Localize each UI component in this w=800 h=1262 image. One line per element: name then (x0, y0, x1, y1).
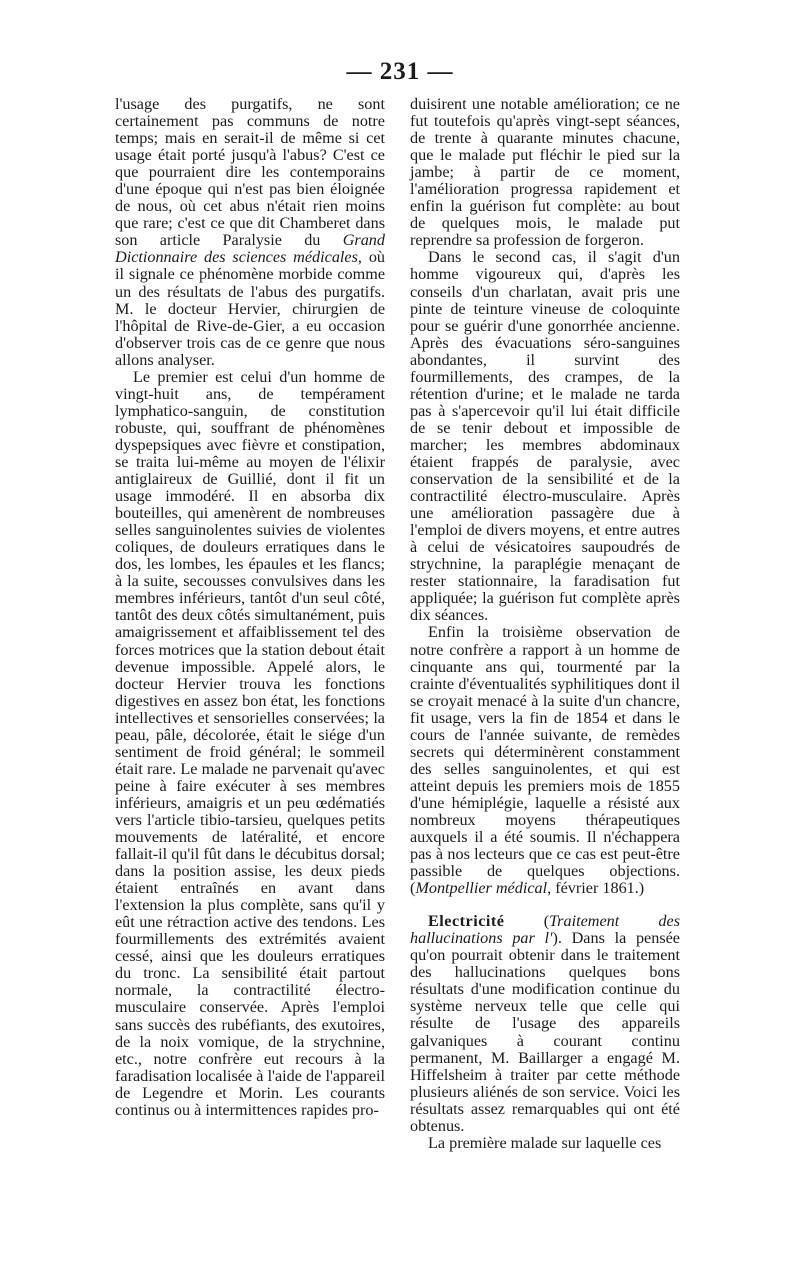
page-number: — 231 — (346, 58, 454, 85)
paragraph-first-patient: La première malade sur laquelle ces (428, 1133, 662, 1152)
paragraph-purgatifs (115, 96, 385, 369)
section-subtitle: Traitement des hallucinations par l' (410, 912, 680, 948)
paragraph-text: , février 1861.) (547, 879, 645, 898)
paragraph-third-case (410, 624, 680, 897)
paragraph-first-case-continued: duisirent une notable amélioration; ce ne fut toutefois qu'après vingt-sept séances, de trente à quarante minutes chacune, que le malade put fléchir le pied sur la jambe; à partir de ce moment, l'amélioration progressa rapidement et enfin la guérison fut complète: au bout de quelques mois, le malade put reprendre sa profession de forgeron. (410, 95, 680, 250)
dictionary-title: Grand Dictionnaire des sciences médicales (115, 231, 385, 267)
paragraph-text: , où il signale ce phénomène morbide comme un des résultats de l'abus des purgatifs. M. le docteur Hervier, chirurgien de l'hôpital de Rive-de-Gier, a eu occasion d'observer trois cas de ce genre que nous allons analyser. (115, 248, 386, 369)
section-title: Electricité (428, 912, 505, 931)
paragraph-text: Enfin la troisième observation de notre confrère a rapport à un homme de cinquante ans qui, tourmenté par la crainte d'éventualités syphilitiques dont il se croyait menacé à la suite d'un chancre, fit usage, vers la fin de 1854 et dans le cours de l'année suivante, de remèdes secrets qui déterminèrent constamment des selles sanguinolentes, et qui est atteint depuis les premiers mois de 1855 d'une hémiplégie, laquelle a résisté aux nombreux moyens thérapeutiques auxquels il a été soumis. Il n'échappera pas à nos lecteurs que ce cas est peut-être passible de quelques objections. ( (410, 623, 680, 898)
paragraph-text: l'usage des purgatifs, ne sont certainement pas communs de notre temps; mais en serait-il de même si cet usage était porté jusqu'à l'abus? C'est ce que pourraient dire les contemporains d'une époque qui n'est pas bien éloignée de nous, où cet abus n'était rien moins que rare; c'est ce que dit Chamberet dans son article Paralysie du (115, 95, 385, 250)
paragraph-text: ( (504, 912, 550, 931)
right-column (410, 96, 680, 1152)
paragraph-text: ). Dans la pensée qu'on pourrait obtenir dans le traitement des hallucinations quelques bons résultats d'une modification continue du système nerveux telle que celle qui résulte de l'usage des appareils galvaniques à courant continu permanent, M. Baillarger a engagé M. Hiffelsheim à traiter par cette méthode plusieurs aliénés de son service. Voici les résultats assez remarquables qui ont été obtenus. (410, 929, 680, 1135)
paragraph-electricite (410, 913, 680, 1135)
left-column (115, 96, 385, 1119)
paragraph-first-case: Le premier est celui d'un homme de vingt-huit ans, de tempérament lymphatico-sanguin, de constitution robuste, qui, souffrant de phénomènes dyspepsiques avec fièvre et constipation, se traita lui-même au moyen de l'élixir antiglaireux de Guillié, dont il fit un usage immodéré. Il en absorba dix bouteilles, qui amenèrent de nombreuses selles sanguinolentes suivies de violentes coliques, de douleurs erratiques dans le dos, les lombes, les épaules et les flancs; à la suite, secousses convulsives dans les membres inférieurs, tantôt d'un seul côté, tantôt des deux côtés simultanément, puis amaigrissement et affaiblissement tel des forces motrices que la station debout était devenue impossible. Appelé alors, le docteur Hervier trouva les fonctions digestives en assez bon état, les fonctions intellectives et sensorielles conservées; la peau, pâle, décolorée, était le siége d'un sentiment de froid général; le sommeil était rare. Le malade ne parvenait qu'avec peine à faire exécuter à ses membres inférieurs, amaigris et un peu œdématiés vers l'article tibio-tarsieu, quelques petits mouvements de latéralité, et encore fallait-il qu'il fût dans le décubitus dorsal; dans la position assise, les deux pieds étaient entraînés en avant dans l'extension la plus complète, sans qu'il y eût une rétraction active des tendons. Les fourmillements des extrémités avaient cessé, ainsi que les douleurs erratiques du tronc. La sensibilité était partout normale, la contractilité électro-musculaire conservée. Après l'emploi sans succès des rubéfiants, des exutoires, de la noix vomique, de la strychnine, etc., notre confrère eut recours à la faradisation localisée à l'aide de l'appareil de Legendre et Morin. Les courants continus ou à intermittences rapides pro- (115, 367, 385, 1119)
journal-title: Montpellier médical (415, 879, 548, 898)
paragraph-second-case: Dans le second cas, il s'agit d'un homme vigoureux qui, d'après les conseils d'un charlatan, avait pris une pinte de teinture vineuse de coloquinte pour se guérir d'une gonorrhée ancienne. Après des évacuations séro-sanguines abondantes, il survint des fourmillements, des crampes, de la rétention d'urine; et le malade ne tarda pas à s'apercevoir qu'il lui était difficile de se tenir debout et impossible de marcher; les membres abdominaux étaient frappés de paralysie, avec conservation de la sensibilité et de la contractilité électro-musculaire. Après une amélioration passagère due à l'emploi de divers moyens, et entre autres à celui de vésicatoires saupoudrés de strychnine, la paraplégie menaçant de rester stationnaire, la faradisation fut appliquée; la guérison fut complète après dix séances. (410, 248, 680, 625)
